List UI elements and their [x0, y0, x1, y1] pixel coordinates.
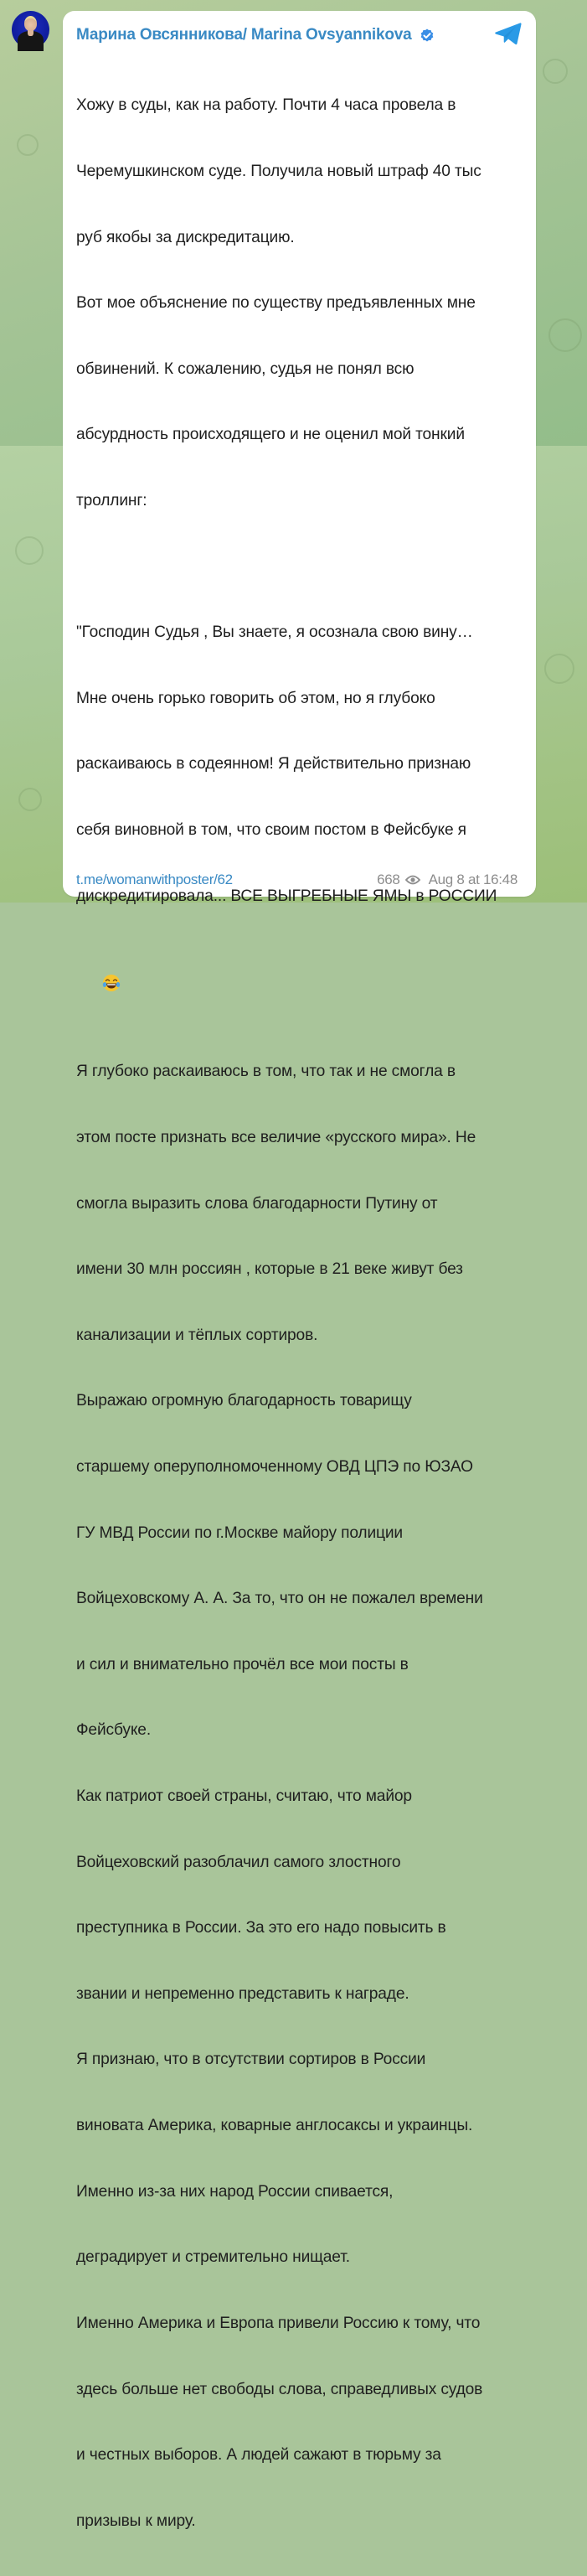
post-line: Именно из-за них народ России спивается,	[76, 2182, 394, 2201]
post-line: смогла выразить слова благодарности Путину от	[76, 1194, 438, 1213]
post-line: Хожу в суды, как на работу. Почти 4 часа провела в	[76, 96, 456, 115]
post-line: дискредитировала... ВСЕ ВЫГРЕБНЫЕ ЯМЫ в РОССИИ	[76, 887, 497, 905]
background-doodle	[544, 654, 574, 684]
post-line: обвинений. К сожалению, судья не понял всю	[76, 360, 415, 378]
post-line: ГУ МВД России по г.Москве майору полиции	[76, 1523, 404, 1542]
post-line: канализации и тёплых сортиров.	[76, 1326, 318, 1344]
post-line: Фейсбуке.	[76, 1721, 151, 1740]
post-line: себя виновной в том, что своим постом в Фейсбуке я	[76, 821, 466, 840]
post-line: "Господин Судья , Вы знаете, я осознала свою вину…	[76, 623, 473, 642]
post-permalink[interactable]: t.me/womanwithposter/62	[76, 872, 233, 887]
view-count: 668	[377, 872, 400, 887]
post-line: Войцеховский разоблачил самого злостного	[76, 1853, 401, 1871]
post-line: руб якобы за дискредитацию.	[76, 228, 295, 246]
background-doodle	[543, 59, 568, 84]
post-line: Войцеховскому А. А. За то, что он не пожалел времени	[76, 1590, 483, 1608]
telegram-share-icon[interactable]	[494, 21, 523, 46]
eye-icon	[405, 875, 420, 885]
blank-line	[76, 556, 528, 578]
post-line: абсурдность происходящего и не оценил мой тонкий	[76, 426, 465, 444]
post-line: и сил и внимательно прочёл все мои посты в	[76, 1655, 409, 1673]
verified-badge-icon	[419, 27, 435, 44]
background-doodle	[15, 536, 44, 565]
background-doodle	[18, 788, 42, 811]
post-line: звании и непременно представить к награде.	[76, 1984, 409, 2003]
post-line: Вот мое объяснение по существу предъявленных мне	[76, 294, 476, 313]
background-doodle	[17, 134, 39, 156]
post-header	[76, 24, 523, 46]
post-date: Aug 8 at 16:48	[428, 872, 517, 887]
post-line: раскаиваюсь в содеянном! Я действительно признаю	[76, 755, 471, 773]
post-line: Черемушкинском суде. Получила новый штраф 40 тыс	[76, 163, 481, 181]
post-line: здесь больше нет свободы слова, справедливых судов	[76, 2380, 483, 2398]
post-line: имени 30 млн россиян , которые в 21 веке живут без	[76, 1260, 463, 1279]
post-meta	[377, 872, 517, 888]
post-line: и честных выборов. А людей сажают в тюрьму за	[76, 2446, 441, 2465]
post-body	[76, 51, 528, 2576]
post-line: Именно Америка и Европа привели Россию к тому, что	[76, 2314, 481, 2332]
post-line: Мне очень горько говорить об этом, но я глубоко	[76, 689, 435, 707]
post-line: Выражаю огромную благодарность товарищу	[76, 1392, 412, 1410]
post-line: этом посте признать все величие «русского мира». Не	[76, 1128, 476, 1146]
post-line: Как патриот своей страны, считаю, что майор	[76, 1787, 412, 1806]
laughing-tears-emoji-icon	[102, 974, 121, 992]
post-line: Я признаю, что в отсутствии сортиров в России	[76, 2051, 426, 2069]
post-line: деградирует и стремительно нищает.	[76, 2248, 350, 2267]
channel-post-card	[63, 11, 536, 2530]
channel-avatar[interactable]	[12, 11, 49, 49]
post-line: виновата Америка, коварные англосаксы и украинцы.	[76, 2117, 473, 2135]
avatar-figure-head	[24, 16, 37, 31]
emoji-line	[76, 951, 528, 1017]
post-line: призывы к миру.	[76, 2511, 196, 2530]
post-footer	[76, 871, 517, 889]
post-line: преступника в России. За это его надо повысить в	[76, 1919, 446, 1937]
post-line: троллинг:	[76, 492, 147, 510]
post-line: Я глубоко раскаиваюсь в том, что так и не смогла в	[76, 1063, 456, 1081]
channel-name[interactable]: Марина Овсянникова/ Marina Ovsyannikova	[76, 26, 412, 44]
post-line: старшему оперуполномоченному ОВД ЦПЭ по ЮЗАО	[76, 1457, 473, 1476]
background-doodle	[548, 318, 582, 352]
